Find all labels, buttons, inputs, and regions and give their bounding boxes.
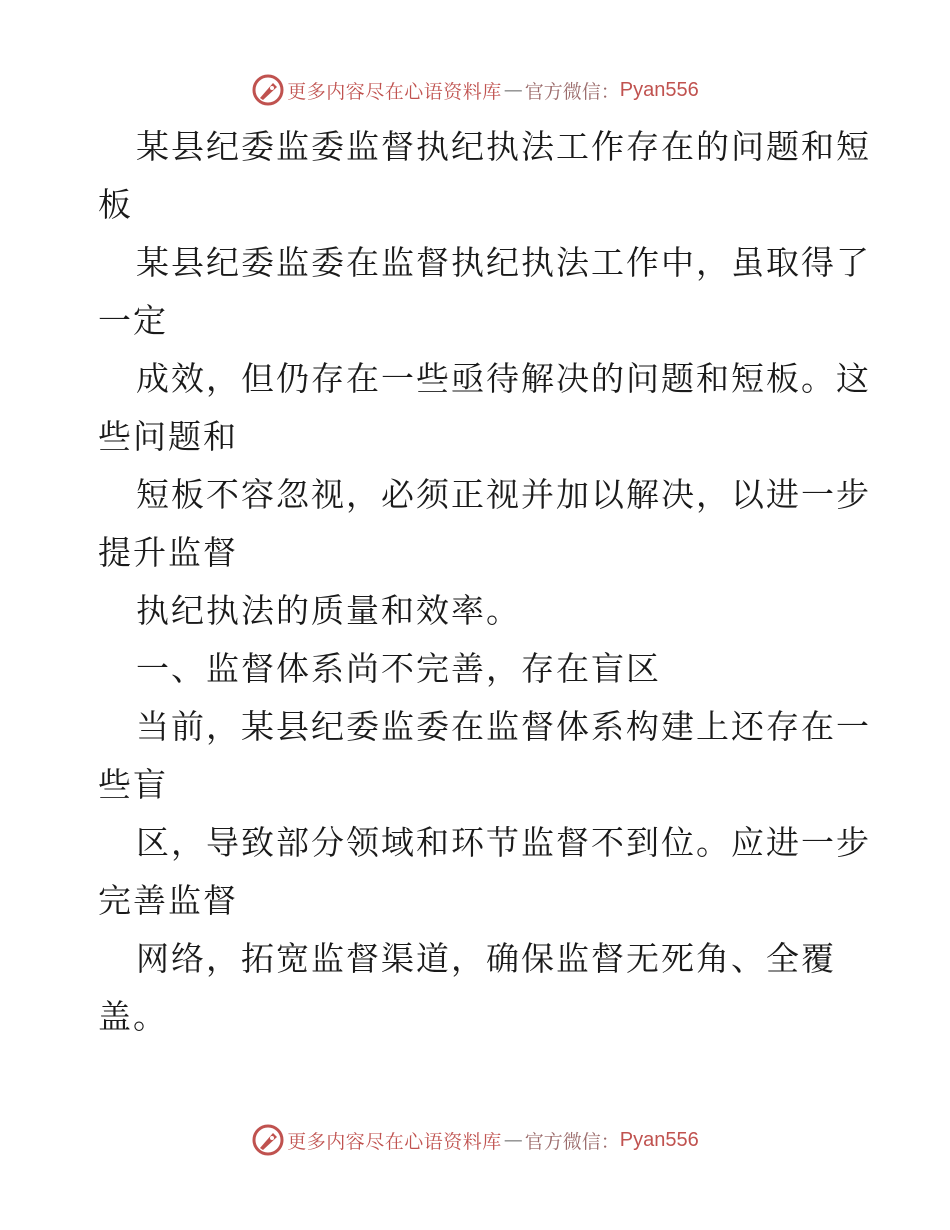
pen-nib-logo-icon — [251, 73, 285, 107]
paragraph-line: 提升监督 — [98, 533, 238, 572]
section-heading: 一、监督体系尚不完善，存在盲区 — [136, 649, 661, 688]
pen-nib-logo-icon — [251, 1123, 285, 1157]
paragraph-line: 网络，拓宽监督渠道，确保监督无死角、全覆 — [136, 939, 836, 978]
paragraph-line: 当前，某县纪委监委在监督体系构建上还存在一 — [136, 707, 871, 746]
watermark-wechat-label: 官方微信： — [524, 1130, 620, 1153]
footer-watermark — [0, 1120, 950, 1160]
watermark-wechat-label: 官方微信： — [524, 80, 620, 103]
watermark-text: 更多内容尽在心语资料库 — [287, 80, 502, 103]
watermark-wechat-id: Pyan556 — [619, 1128, 699, 1151]
paragraph-line: 短板不容忽视，必须正视并加以解决，以进一步 — [136, 475, 871, 514]
paragraph-line: 一定 — [98, 301, 168, 340]
document-body — [98, 118, 871, 1046]
paragraph-line: 些问题和 — [98, 417, 238, 456]
paragraph-line: 执纪执法的质量和效率。 — [136, 591, 521, 630]
paragraph-line: 些盲 — [98, 765, 168, 804]
paragraph-line: 盖。 — [98, 997, 168, 1036]
paragraph-line: 某县纪委监委在监督执纪执法工作中，虽取得了 — [136, 243, 871, 282]
watermark-text: 更多内容尽在心语资料库 — [287, 1130, 502, 1153]
header-watermark — [0, 70, 950, 110]
paragraph-line: 区，导致部分领域和环节监督不到位。应进一步 — [136, 823, 871, 862]
watermark-wechat-id: Pyan556 — [619, 78, 699, 101]
document-title-line: 板 — [98, 185, 133, 224]
paragraph-line: 成效，但仍存在一些亟待解决的问题和短板。这 — [136, 359, 871, 398]
paragraph-line: 完善监督 — [98, 881, 238, 920]
watermark-separator: — — [503, 79, 523, 101]
watermark-separator: — — [503, 1129, 523, 1151]
document-title-line: 某县纪委监委监督执纪执法工作存在的问题和短 — [136, 127, 871, 166]
